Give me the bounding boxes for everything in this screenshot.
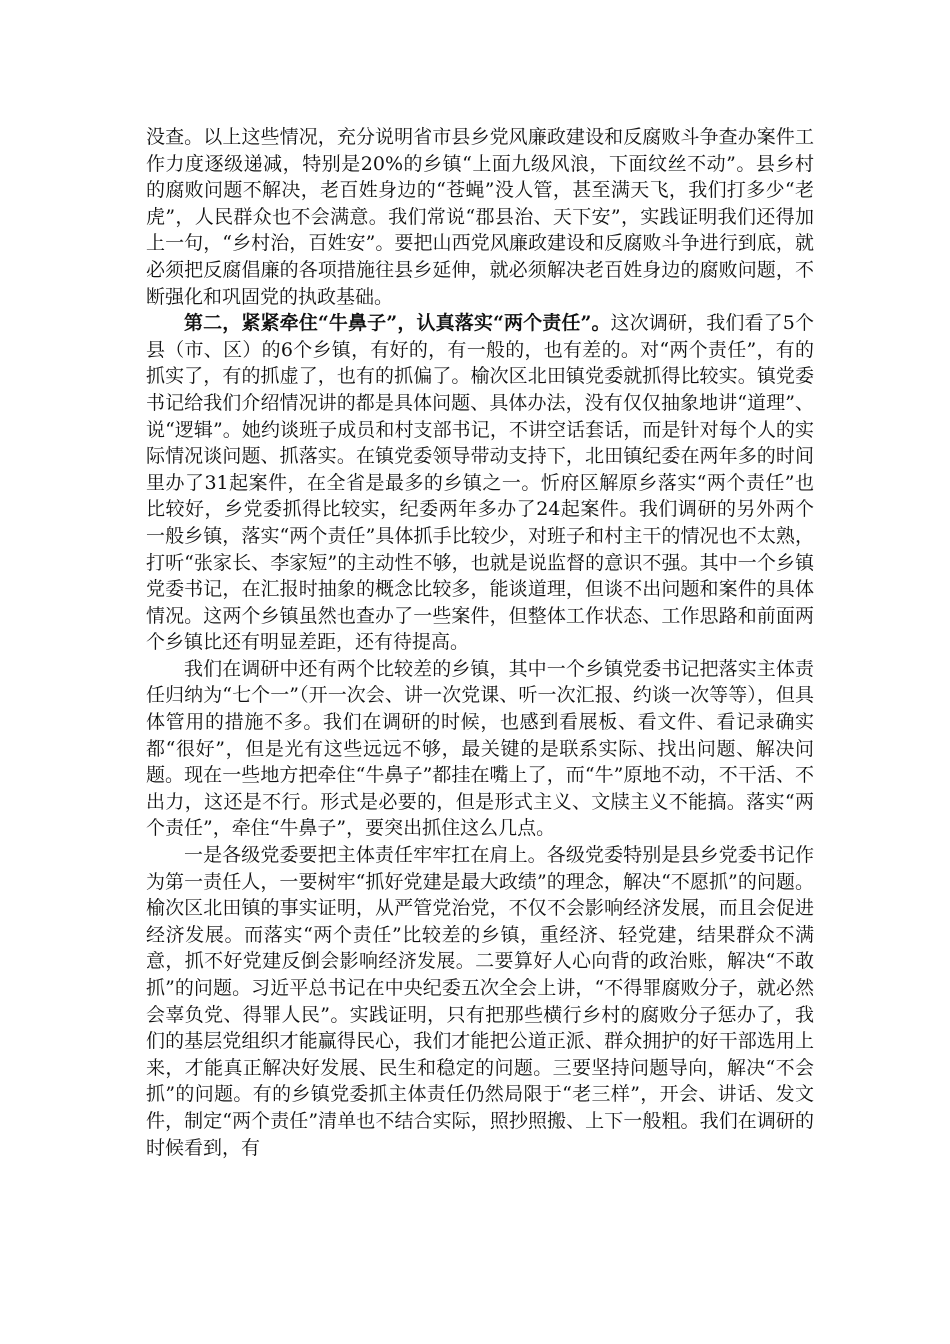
- paragraph-4: [146, 842, 814, 1161]
- paragraph-2: [146, 310, 814, 656]
- paragraph-3-text: 我们在调研中还有两个比较差的乡镇，其中一个乡镇党委书记把落实主体责任归纳为“七个一”（开一次会、讲一次党课、听一次汇报、约谈一次等等），但具体管用的措施不多。我们在调研的时候，也感到看展板、看文件、看记录确实都“很好”，但是光有这些远远不够，最关键的是联系实际、找出问题、解决问题。现在一些地方把牵住“牛鼻子”都挂在嘴上了，而“牛”原地不动，不干活、不出力，这还是不行。形式是必要的，但是形式主义、文牍主义不能搞。落实“两个责任”，牵住“牛鼻子”，要突出抓住这么几点。: [146, 657, 814, 840]
- paragraph-4-text: 一是各级党委要把主体责任牢牢扛在肩上。各级党委特别是县乡党委书记作为第一责任人，一要树牢“抓好党建是最大政绩”的理念，解决“不愿抓”的问题。榆次区北田镇的事实证明，从严管党治党，不仅不会影响经济发展，而且会促进经济发展。而落实“两个责任”比较差的乡镇，重经济、轻党建，结果群众不满意，抓不好党建反倒会影响经济发展。二要算好人心向背的政治账，解决“不敢抓”的问题。习近平总书记在中央纪委五次全会上讲，“不得罪腐败分子，就必然会辜负党、得罪人民”。实践证明，只有把那些横行乡村的腐败分子惩办了，我们的基层党组织才能赢得民心，我们才能把公道正派、群众拥护的好干部选用上来，才能真正解决好发展、民生和稳定的问题。三要坚持问题导向，解决“不会抓”的问题。有的乡镇党委抓主体责任仍然局限于“老三样”，开会、讲话、发文件，制定“两个责任”清单也不结合实际，照抄照搬、上下一般粗。我们在调研的时候看到，有: [146, 844, 814, 1159]
- paragraph-3: [146, 656, 814, 842]
- paragraph-1: [146, 124, 814, 310]
- paragraph-1-text: 没查。以上这些情况，充分说明省市县乡党风廉政建设和反腐败斗争查办案件工作力度逐级递减，特别是20%的乡镇“上面九级风浪，下面纹丝不动”。县乡村的腐败问题不解决，老百姓身边的“苍蝇”没人管，甚至满天飞，我们打多少“老虎”，人民群众也不会满意。我们常说“郡县治、天下安”，实践证明我们还得加上一句，“乡村治，百姓安”。要把山西党风廉政建设和反腐败斗争进行到底，就必须把反腐倡廉的各项措施往县乡延伸，就必须解决老百姓身边的腐败问题，不断强化和巩固党的执政基础。: [146, 126, 814, 308]
- paragraph-2-text: 这次调研，我们看了5个县（市、区）的6个乡镇，有好的，有一般的，也有差的。对“两个责任”，有的抓实了，有的抓虚了，也有的抓偏了。榆次区北田镇党委就抓得比较实。镇党委书记给我们介绍情况讲的都是具体问题、具体办法，没有仅仅抽象地讲“道理”、说“逻辑”。她约谈班子成员和村支部书记，不讲空话套话，而是针对每个人的实际情况谈问题、抓落实。在镇党委领导带动支持下，北田镇纪委在两年多的时间里办了31起案件，在全省是最多的乡镇之一。忻府区解原乡落实“两个责任”也比较好，乡党委抓得比较实，纪委两年多办了24起案件。我们调研的另外两个一般乡镇，落实“两个责任”具体抓手比较少，对班子和村主干的情况也不太熟，打听“张家长、李家短”的主动性不够，也就是说监督的意识不强。其中一个乡镇党委书记，在汇报时抽象的概念比较多，能谈道理，但谈不出问题和案件的具体情况。这两个乡镇虽然也查办了一些案件，但整体工作状态、工作思路和前面两个乡镇比还有明显差距，还有待提高。: [146, 312, 814, 654]
- paragraph-2-heading: 第二，紧紧牵住“牛鼻子”，认真落实“两个责任”。: [184, 312, 611, 335]
- document-page: [146, 124, 814, 1161]
